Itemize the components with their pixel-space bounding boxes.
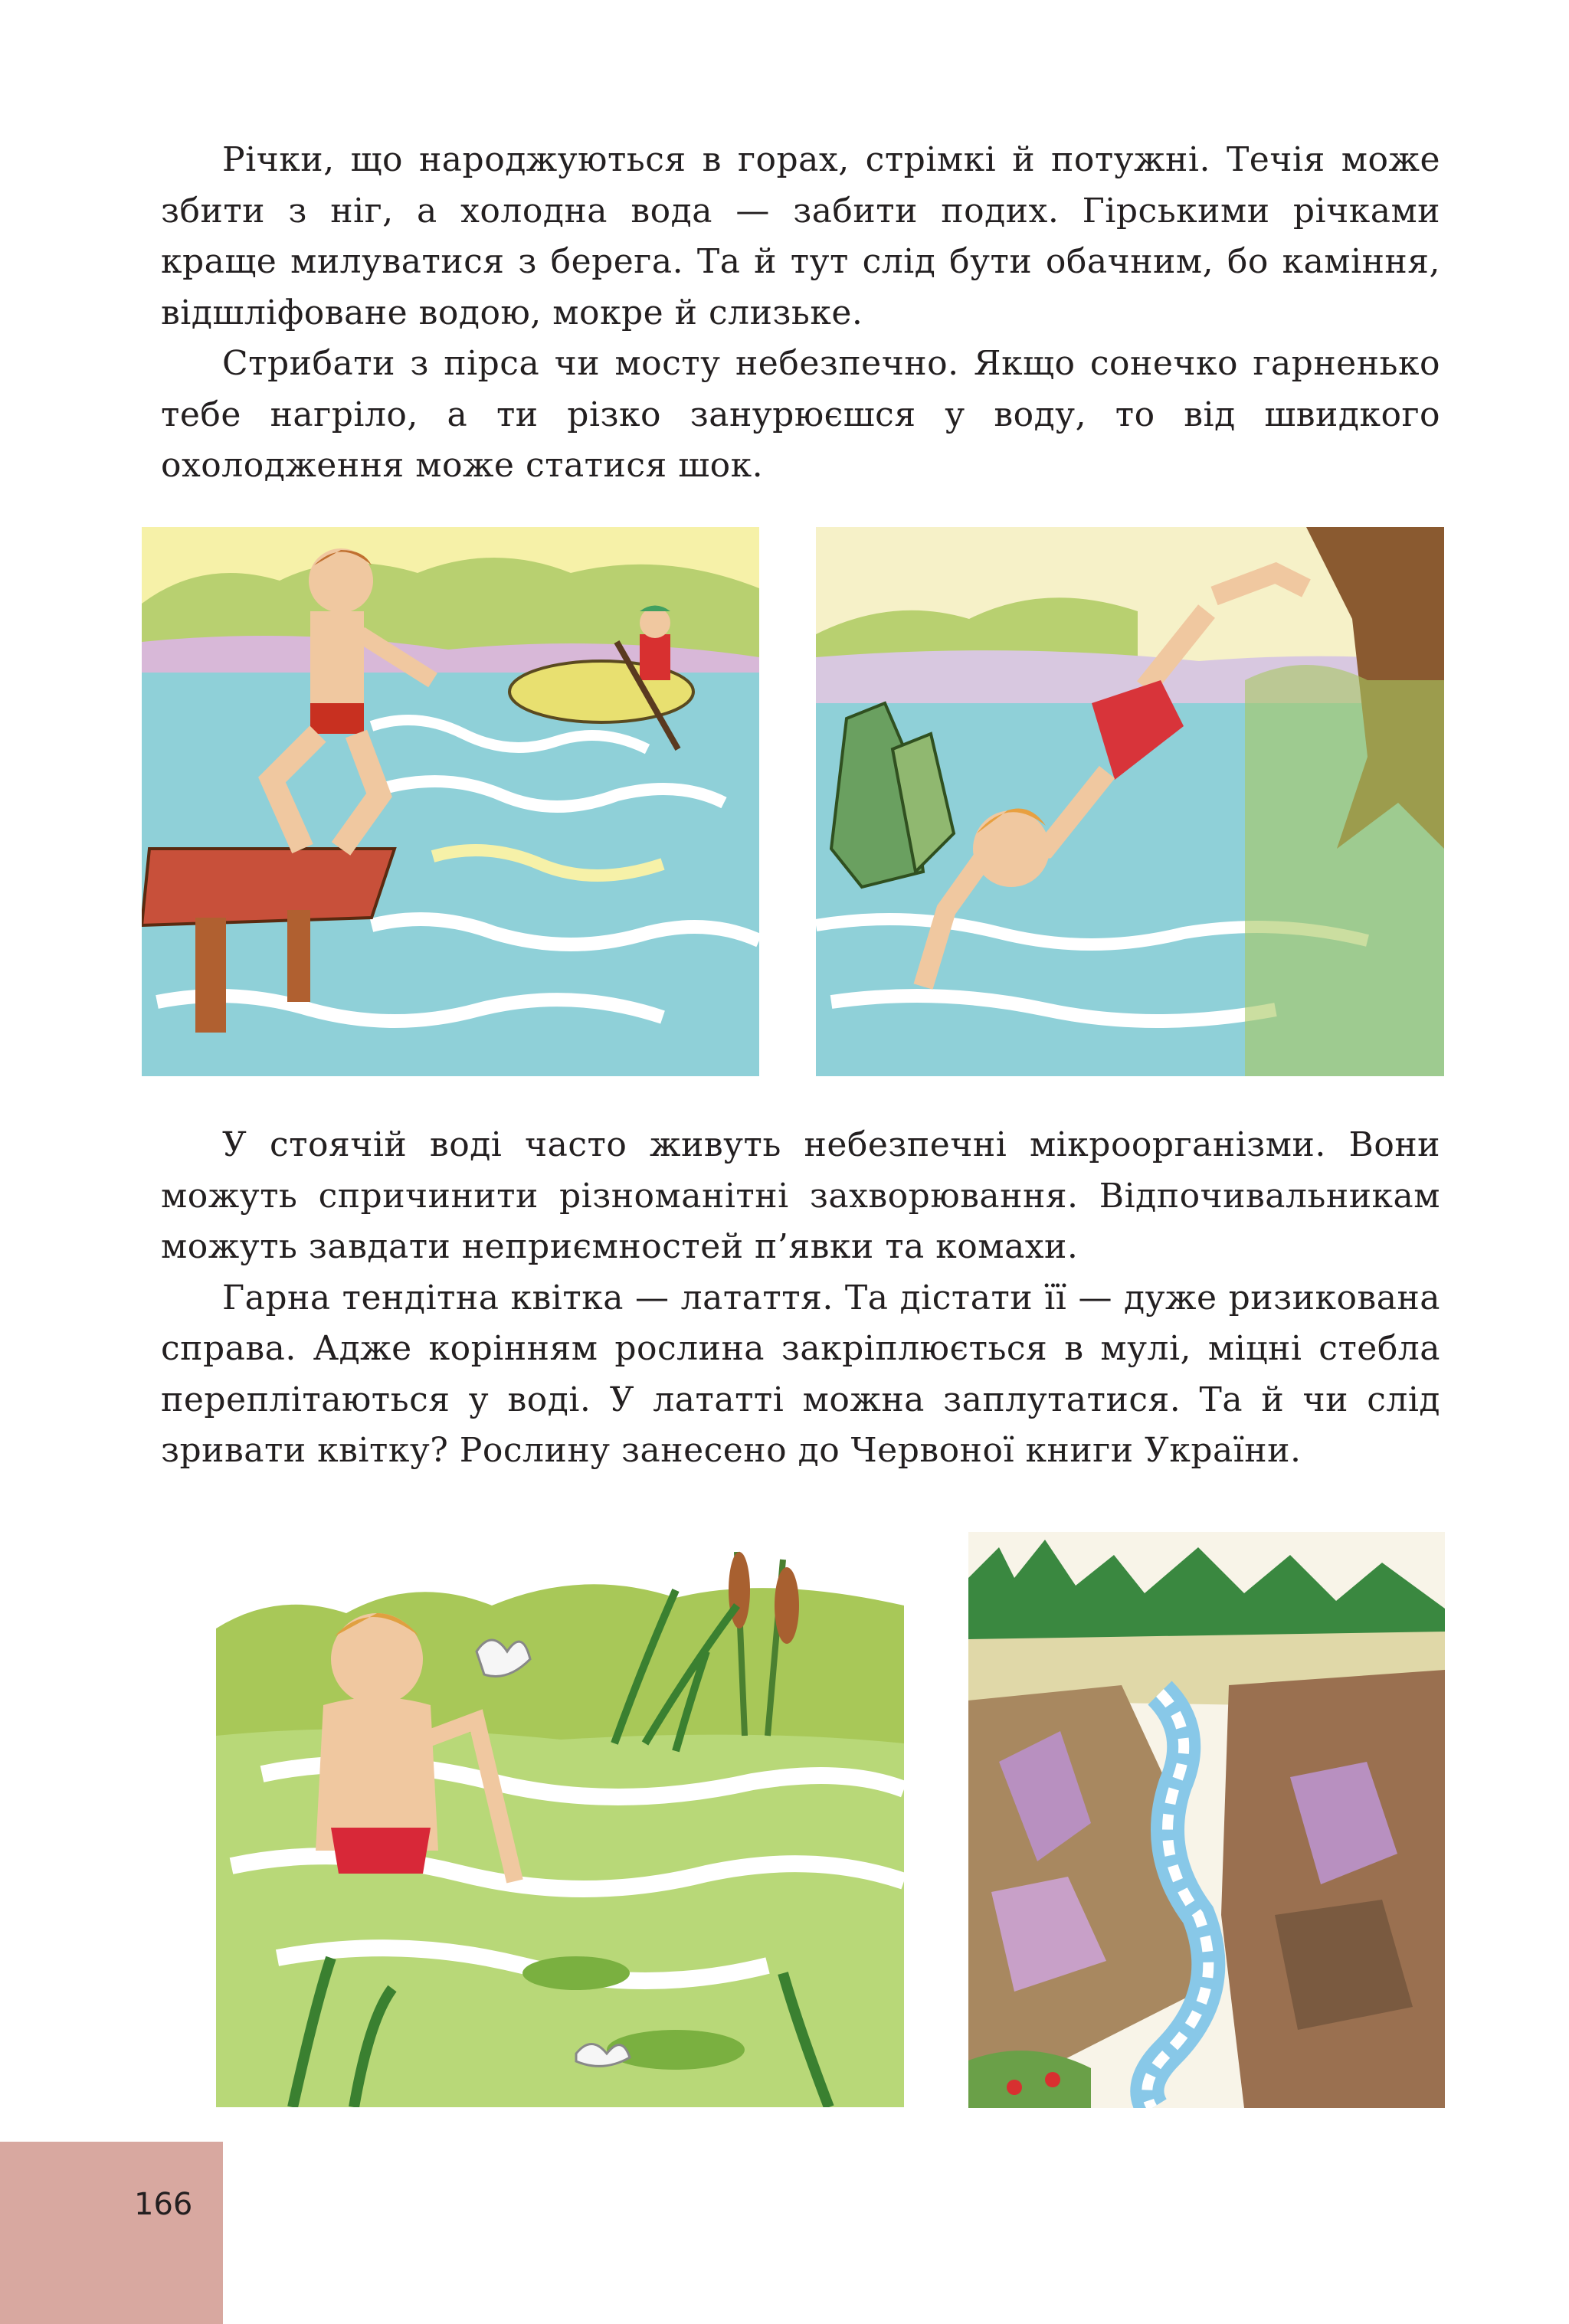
page-number-tab (0, 2142, 223, 2324)
page-number: 166 (134, 2187, 193, 2222)
paragraph: У стоячій воді часто живуть небезпечні мікроорганізми. Вони можуть спричинити різноманітні захворювання. Відпочивальникам можуть завдати неприємностей п’явки та комахи. (161, 1125, 1440, 1266)
text-block-bottom (161, 1120, 1440, 1477)
illustration-waterfall (968, 1532, 1445, 2108)
illustration-pier-jump (142, 527, 759, 1076)
paragraph: Стрибати з пірса чи мосту небезпечно. Якщо сонечко гарненько тебе нагріло, а ти різко занурюєшся у воду, то від швидкого охолодження може статися шок. (161, 344, 1440, 485)
paragraph: Гарна тендітна квітка — латаття. Та дістати її — дуже ризикована справа. Адже корінням рослина закріплюється в мулі, міцні стебла переплітаються у воді. У лататті можна заплутатися. Та й чи слід зривати квітку? Рослину занесено до Червоної книги України. (161, 1278, 1440, 1470)
illustration-diving (816, 527, 1444, 1076)
paragraph: Річки, що народжуються в горах, стрімкі й потужні. Течія може збити з ніг, а холодна вода — забити подих. Гірськими річками краще милуватися з берега. Та й тут слід бути обачним, бо каміння, відшліфоване водою, мокре й слизьке. (161, 140, 1440, 332)
illustration-water-lily (216, 1544, 904, 2107)
text-block-top (161, 135, 1440, 492)
